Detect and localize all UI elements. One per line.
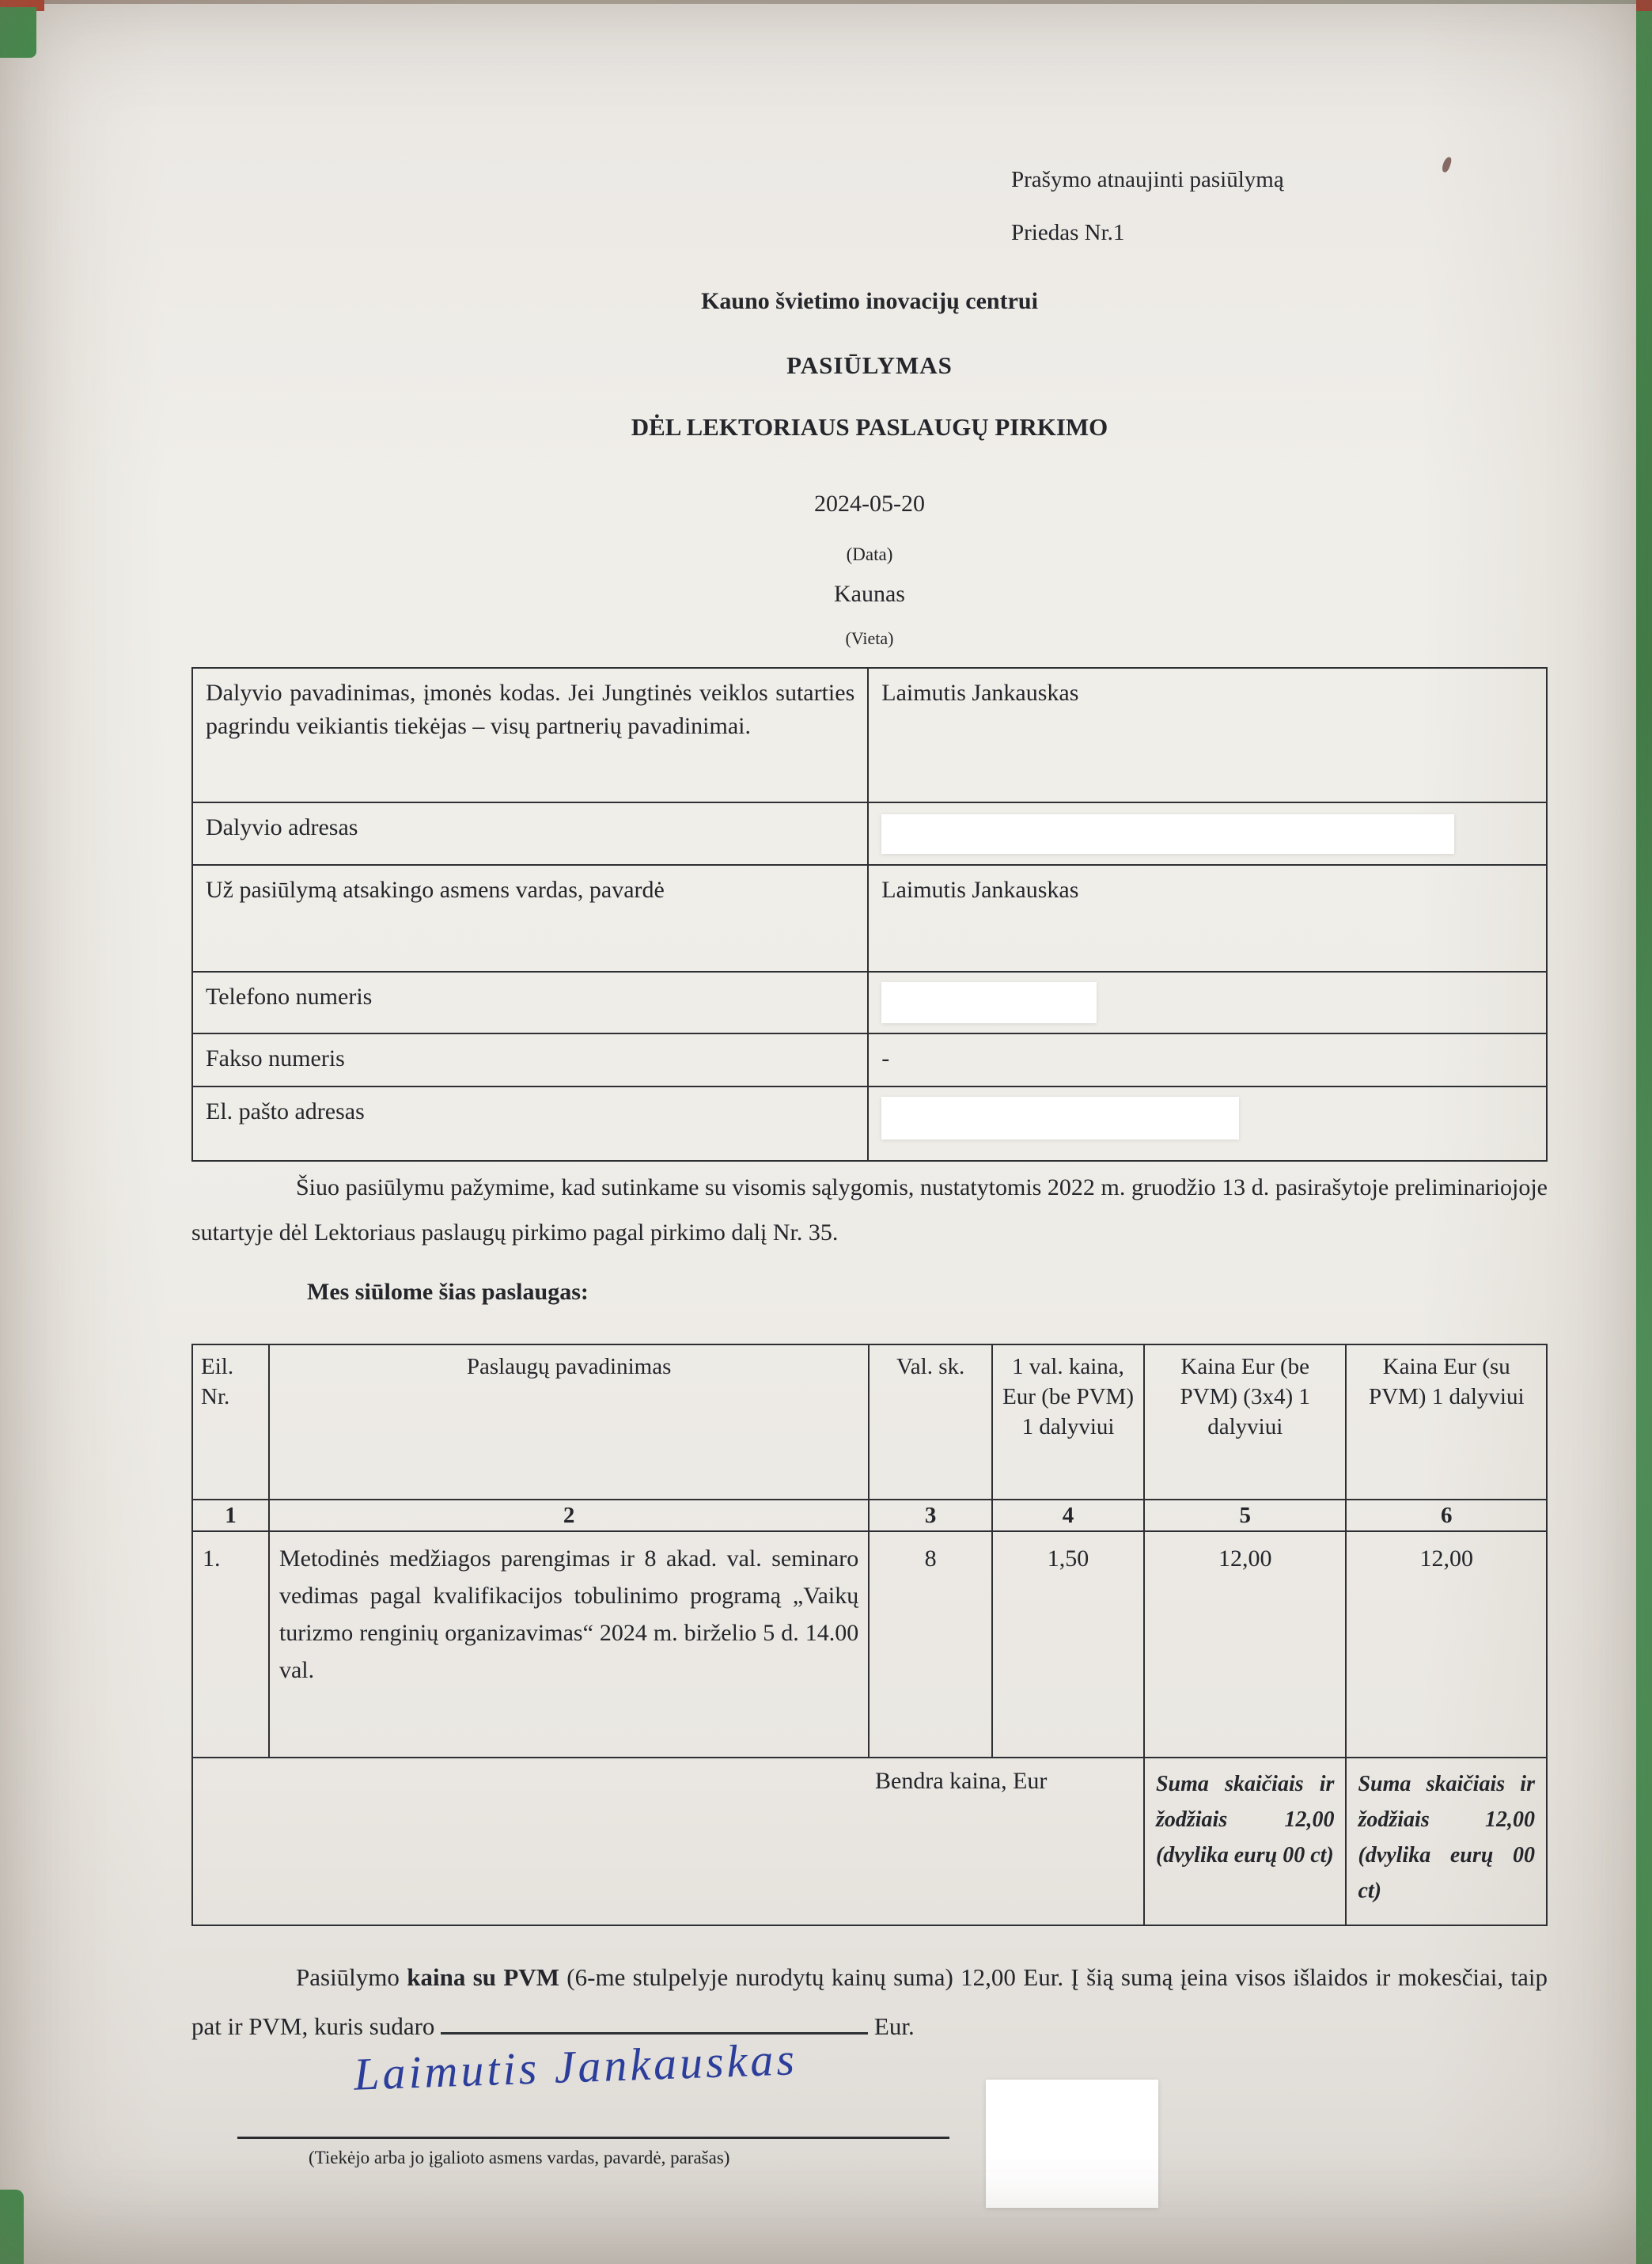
info-label-phone: Telefono numeris (192, 972, 868, 1033)
header-price-with-vat: Kaina Eur (su PVM) 1 dalyviui (1346, 1344, 1547, 1500)
attachment-note (1011, 154, 1284, 260)
closing-paragraph (191, 1953, 1548, 2051)
service-row-hours: 8 (869, 1531, 992, 1758)
info-label-email: El. pašto adresas (192, 1086, 868, 1161)
place-label: (Vieta) (845, 628, 894, 648)
closing-bold-price-with-vat: kaina su PVM (407, 1963, 559, 1991)
info-row-address (192, 802, 1547, 865)
date-label: (Data) (846, 544, 893, 564)
info-value-contact-person: Laimutis Jankauskas (868, 865, 1547, 972)
info-value-address (868, 802, 1547, 865)
signature-line (237, 2137, 949, 2139)
stray-ink-mark (1441, 156, 1453, 173)
recipient-heading: Kauno švietimo inovacijų centrui (701, 288, 1038, 314)
document-date: 2024-05-20 (814, 491, 925, 517)
info-label-contact-person: Už pasiūlymą atsakingo asmens vardas, pavardė (192, 865, 868, 972)
col-number-1: 1 (192, 1500, 269, 1531)
col-number-3: 3 (869, 1500, 992, 1531)
total-sum-no-vat: Suma skaičiais ir žodžiais 12,00 (dvylika eurų 00 ct) (1144, 1758, 1346, 1925)
participant-info-table (191, 667, 1548, 1162)
col-number-4: 4 (992, 1500, 1144, 1531)
service-row-nr: 1. (192, 1531, 269, 1758)
closing-text-1: Pasiūlymo (296, 1963, 407, 1991)
services-table (191, 1344, 1548, 1926)
signature-caption: (Tiekėjo arba jo įgalioto asmens vardas, pavardė, parašas) (309, 2148, 730, 2167)
total-label: Bendra kaina, Eur (192, 1758, 1144, 1925)
total-row (192, 1758, 1547, 1925)
attachment-note-line1: Prašymo atnaujinti pasiūlymą (1011, 167, 1284, 192)
scan-corner-bottom-left-green (0, 2190, 24, 2264)
redacted-phone-box (881, 982, 1097, 1023)
column-number-row (192, 1500, 1547, 1531)
info-row-email (192, 1086, 1547, 1161)
header-eil-nr: Eil. Nr. (192, 1344, 269, 1500)
col-number-2: 2 (269, 1500, 869, 1531)
document-subject: DĖL LEKTORIAUS PASLAUGŲ PIRKIMO (631, 413, 1108, 441)
redacted-signature-box (986, 2080, 1158, 2208)
header-hour-price: 1 val. kaina, Eur (be PVM) 1 dalyviui (992, 1344, 1144, 1500)
total-sum-with-vat: Suma skaičiais ir žodžiais 12,00 (dvylika eurų 00 ct) (1346, 1758, 1547, 1925)
document-place: Kaunas (834, 581, 905, 607)
services-intro: Mes siūlome šias paslaugas: (307, 1279, 589, 1305)
closing-text-2: (6-me stulpelyje nurodytų kainų suma) 12,00 Eur. Į šią sumą įeina visos išlaidos ir mokesčiai, taip pat ir PVM, kuris sudaro (191, 1963, 1548, 2040)
services-header-row (192, 1344, 1547, 1500)
service-row-description: Metodinės medžiagos parengimas ir 8 akad. val. seminaro vedimas pagal kvalifikacijos tobulinimo programą „Vaikų turizmo renginių organizavimas“ 2024 m. birželio 5 d. 14.00 val. (269, 1531, 869, 1758)
redacted-address-box (881, 814, 1454, 854)
service-row (192, 1531, 1547, 1758)
info-row-contact-person (192, 865, 1547, 972)
signature-handwriting: Laimutis Jankauskas (353, 2033, 798, 2100)
info-row-name (192, 668, 1547, 802)
info-value-name: Laimutis Jankauskas (868, 668, 1547, 802)
vat-amount-blank-line (441, 2024, 868, 2035)
header-price-no-vat: Kaina Eur (be PVM) (3x4) 1 dalyviui (1144, 1344, 1346, 1500)
header-hours: Val. sk. (869, 1344, 992, 1500)
document-title: PASIŪLYMAS (786, 351, 953, 379)
info-label-name: Dalyvio pavadinimas, įmonės kodas. Jei Jungtinės veiklos sutarties pagrindu veikiantis tiekėjas – visų partnerių pavadinimai. (192, 668, 868, 802)
col-number-5: 5 (1144, 1500, 1346, 1531)
col-number-6: 6 (1346, 1500, 1547, 1531)
info-value-phone (868, 972, 1547, 1033)
closing-text-3: Eur. (868, 2012, 915, 2040)
info-row-fax (192, 1033, 1547, 1086)
service-row-price-no-vat: 12,00 (1144, 1531, 1346, 1758)
info-value-email (868, 1086, 1547, 1161)
document-content (191, 0, 1548, 2264)
info-label-fax: Fakso numeris (192, 1033, 868, 1086)
info-row-phone (192, 972, 1547, 1033)
scan-edge-right (1636, 0, 1652, 2264)
header-service-name: Paslaugų pavadinimas (269, 1344, 869, 1500)
scan-corner-top-left-green (0, 7, 36, 58)
info-value-fax: - (868, 1033, 1547, 1086)
redacted-email-box (881, 1097, 1239, 1140)
scan-edge-top (0, 0, 1652, 4)
attachment-note-line2: Priedas Nr.1 (1011, 220, 1125, 245)
info-label-address: Dalyvio adresas (192, 802, 868, 865)
agreement-paragraph: Šiuo pasiūlymu pažymime, kad sutinkame su visomis sąlygomis, nustatytomis 2022 m. gruodžio 13 d. pasirašytoje preliminariojoje sutartyje dėl Lektoriaus paslaugų pirkimo pagal pirkimo dalį Nr. 35. (191, 1174, 1548, 1246)
service-row-price-with-vat: 12,00 (1346, 1531, 1547, 1758)
service-row-hour-price: 1,50 (992, 1531, 1144, 1758)
